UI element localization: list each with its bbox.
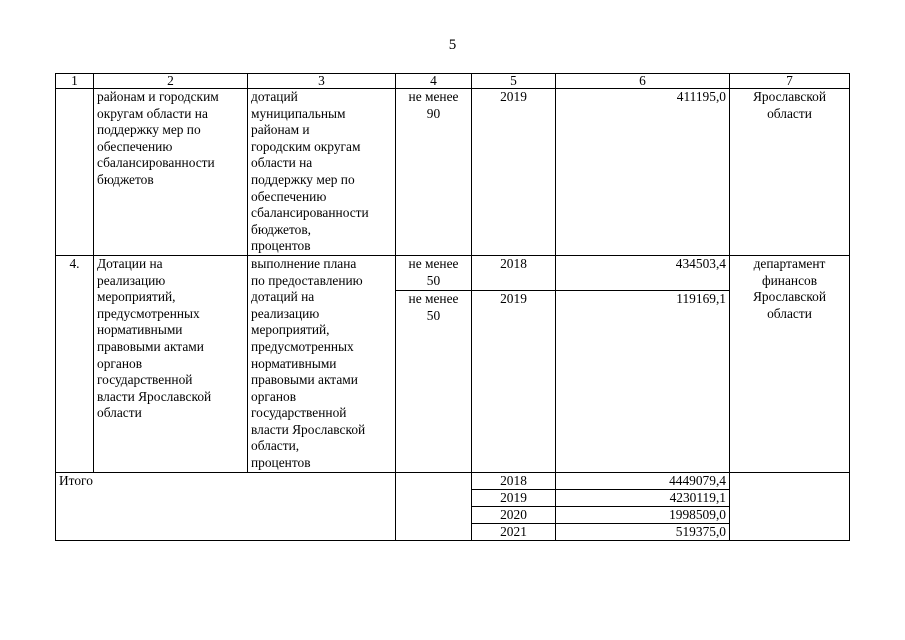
cell-text-line: 50 bbox=[426, 307, 441, 323]
cell-text-line: выполнение плана bbox=[251, 255, 357, 271]
cell-text-line: области на bbox=[251, 155, 313, 171]
header-cell-7: 7 bbox=[730, 74, 850, 89]
cell-text-line: дотаций на bbox=[251, 289, 315, 305]
cell-text-line: Ярославской bbox=[752, 89, 827, 104]
total-amount-cell: 4230119,1 bbox=[556, 489, 730, 506]
cell-text-line: по предоставлению bbox=[251, 272, 363, 288]
cell-text-line: поддержку мер по bbox=[97, 122, 201, 138]
cell-text-line: обеспечению bbox=[97, 138, 173, 154]
amount-cell: 119169,1 bbox=[556, 290, 730, 472]
cell-text-line: органов bbox=[97, 355, 143, 371]
page-number: 5 bbox=[448, 37, 457, 53]
indicator-value-cell bbox=[396, 89, 472, 256]
indicator-value-cell bbox=[396, 290, 472, 472]
cell-text-line: нормативными bbox=[97, 322, 183, 338]
cell-text-line: департамент bbox=[753, 255, 826, 271]
total-amount-cell: 519375,0 bbox=[556, 523, 730, 540]
indicator-name-cell bbox=[248, 255, 396, 472]
indicator-name-cell bbox=[248, 89, 396, 256]
amount-cell: 434503,4 bbox=[556, 255, 730, 290]
cell-text-line: государственной bbox=[251, 405, 347, 421]
total-year-cell: 2019 bbox=[472, 489, 556, 506]
total-year-cell: 2018 bbox=[472, 472, 556, 489]
cell-text-line: городским округам bbox=[251, 138, 361, 154]
cell-text-line: правовыми актами bbox=[251, 372, 358, 388]
cell-text-line: правовыми актами bbox=[97, 338, 204, 354]
cell-text-line: бюджетов bbox=[97, 171, 154, 187]
header-cell-4: 4 bbox=[396, 74, 472, 89]
row-number-cell: 4. bbox=[56, 255, 94, 472]
cell-text-line: процентов bbox=[251, 455, 311, 471]
year-cell: 2019 bbox=[472, 89, 556, 256]
cell-text-line: области bbox=[97, 405, 142, 421]
table-row-4 bbox=[56, 255, 850, 290]
cell-text-line: бюджетов, bbox=[251, 221, 312, 237]
cell-text-line: предусмотренных bbox=[251, 338, 354, 354]
responsible-cell bbox=[730, 255, 850, 472]
cell-text-line: мероприятий, bbox=[97, 289, 176, 305]
total-year-cell: 2021 bbox=[472, 523, 556, 540]
header-cell-5: 5 bbox=[472, 74, 556, 89]
responsible-cell bbox=[730, 89, 850, 256]
cell-text-line: предусмотренных bbox=[97, 305, 200, 321]
event-name-cell bbox=[94, 89, 248, 256]
cell-text-line: дотаций bbox=[251, 89, 298, 104]
cell-text-line: районам и городским bbox=[97, 89, 219, 104]
event-name-cell bbox=[94, 255, 248, 472]
header-cell-1: 1 bbox=[56, 74, 94, 89]
cell-text-line: Дотации на bbox=[97, 255, 163, 271]
cell-text-line: сбалансированности bbox=[97, 155, 215, 171]
indicator-value-cell bbox=[396, 255, 472, 290]
amount-cell: 411195,0 bbox=[556, 89, 730, 256]
cell-text-line: муниципальным bbox=[251, 105, 346, 121]
cell-text-line: реализацию bbox=[97, 272, 166, 288]
cell-text-line: власти Ярославской bbox=[251, 421, 366, 437]
cell-text-line: обеспечению bbox=[251, 188, 327, 204]
plan-table bbox=[55, 73, 850, 541]
total-label-cell: Итого bbox=[56, 472, 396, 540]
total-amount-cell: 1998509,0 bbox=[556, 506, 730, 523]
cell-text-line: 50 bbox=[426, 272, 441, 288]
header-cell-3: 3 bbox=[248, 74, 396, 89]
row-number-cell bbox=[56, 89, 94, 256]
cell-text-line: сбалансированности bbox=[251, 205, 369, 221]
cell-text-line: мероприятий, bbox=[251, 322, 330, 338]
total-row bbox=[56, 472, 850, 489]
header-cell-6: 6 bbox=[556, 74, 730, 89]
cell-text-line: 90 bbox=[426, 105, 441, 121]
cell-text-line: не менее bbox=[408, 255, 459, 271]
total-year-cell: 2020 bbox=[472, 506, 556, 523]
cell-text-line: процентов bbox=[251, 238, 311, 254]
header-cell-2: 2 bbox=[94, 74, 248, 89]
cell-text-line: реализацию bbox=[251, 305, 320, 321]
cell-text-line: власти Ярославской bbox=[97, 388, 212, 404]
cell-text-line: области bbox=[767, 305, 812, 321]
cell-text-line: районам и bbox=[251, 122, 310, 138]
cell-text-line: Ярославской bbox=[752, 289, 827, 305]
year-cell: 2019 bbox=[472, 290, 556, 472]
cell-text-line: органов bbox=[251, 388, 297, 404]
cell-text-line: округам области на bbox=[97, 105, 208, 121]
cell-text-line: поддержку мер по bbox=[251, 171, 355, 187]
cell-text-line: области bbox=[767, 105, 812, 121]
cell-text-line: финансов bbox=[761, 272, 818, 288]
table-row-continued bbox=[56, 89, 850, 256]
total-amount-cell: 4449079,4 bbox=[556, 472, 730, 489]
total-responsible-cell bbox=[730, 472, 850, 540]
cell-text-line: области, bbox=[251, 438, 300, 454]
cell-text-line: не менее bbox=[408, 89, 459, 104]
cell-text-line: нормативными bbox=[251, 355, 337, 371]
header-row bbox=[56, 74, 850, 89]
cell-text-line: не менее bbox=[408, 290, 459, 306]
cell-text-line: государственной bbox=[97, 372, 193, 388]
total-empty-cell bbox=[396, 472, 472, 540]
year-cell: 2018 bbox=[472, 255, 556, 290]
